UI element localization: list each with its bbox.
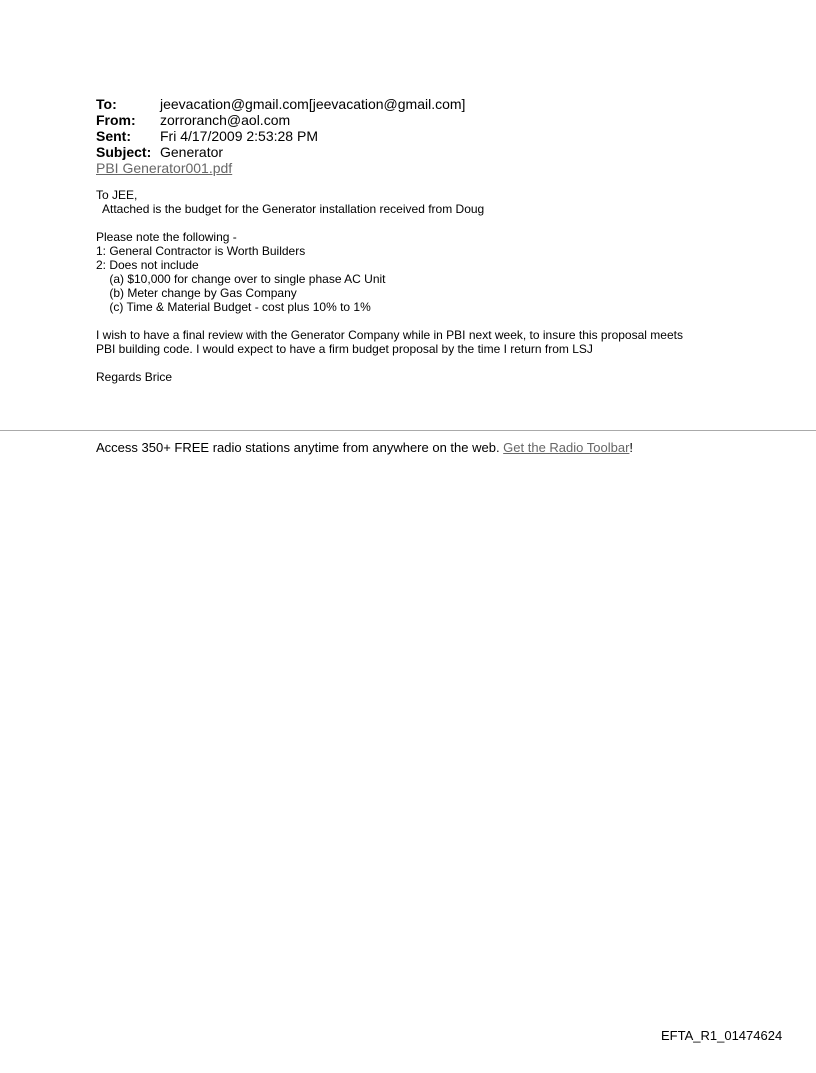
signoff: Regards Brice — [96, 370, 173, 384]
email-body — [96, 188, 756, 384]
email-header — [96, 96, 465, 176]
to-label: To: — [96, 96, 117, 112]
from-row — [96, 112, 465, 128]
ad-end: ! — [629, 440, 634, 455]
sent-value: Fri 4/17/2009 2:53:28 PM — [160, 128, 318, 144]
subject-label: Subject: — [96, 144, 152, 160]
review-paragraph-line: I wish to have a final review with the Generator Company while in PBI next week, to insure this proposal meets — [96, 328, 683, 342]
sent-label: Sent: — [96, 128, 131, 144]
sub-list-item: (b) Meter change by Gas Company — [96, 286, 297, 300]
list-item: 1: General Contractor is Worth Builders — [96, 244, 306, 258]
subject-value: Generator — [160, 144, 224, 160]
sub-list-item: (a) $10,000 for change over to single phase AC Unit — [96, 272, 386, 286]
subject-row — [96, 144, 465, 160]
footer-divider — [0, 430, 816, 431]
to-value: jeevacation@gmail.com[jeevacation@gmail.com] — [160, 96, 466, 112]
from-value: zorroranch@aol.com — [160, 112, 291, 128]
greeting: To JEE, — [96, 188, 138, 202]
sub-list-item: (c) Time & Material Budget - cost plus 10% to 1% — [96, 300, 371, 314]
paragraph-gap — [96, 314, 756, 328]
document-id: EFTA_R1_01474624 — [661, 1028, 783, 1043]
attachment-row — [96, 160, 465, 176]
paragraph-gap — [96, 356, 756, 370]
review-paragraph-line: PBI building code. I would expect to have a firm budget proposal by the time I return from LSJ — [96, 342, 593, 356]
list-item: 2: Does not include — [96, 258, 199, 272]
ad-text: Access 350+ FREE radio stations anytime from anywhere on the web. — [96, 440, 504, 455]
from-label: From: — [96, 112, 136, 128]
intro-line: Attached is the budget for the Generator installation received from Doug — [96, 202, 485, 216]
radio-toolbar-link[interactable]: Get the Radio Toolbar — [503, 440, 630, 455]
paragraph-gap — [96, 216, 756, 230]
attachment-link[interactable]: PBI Generator001.pdf — [96, 160, 233, 176]
footer-ad — [96, 440, 633, 456]
to-row — [96, 96, 465, 112]
sent-row — [96, 128, 465, 144]
note-heading: Please note the following - — [96, 230, 237, 244]
